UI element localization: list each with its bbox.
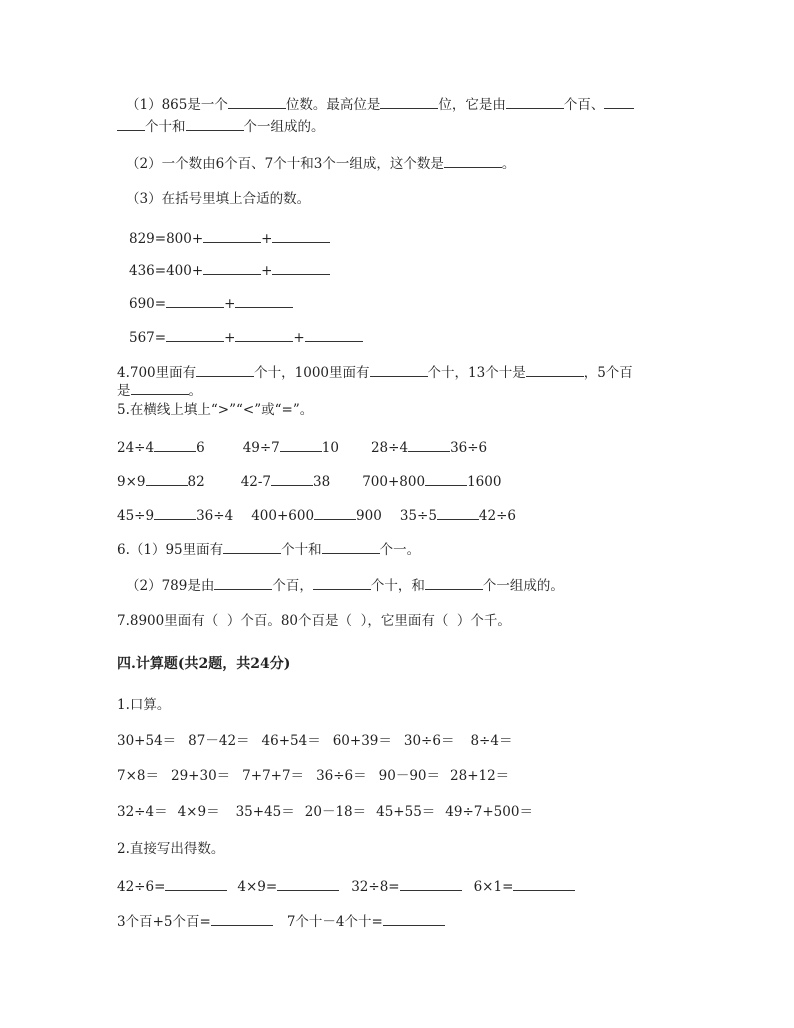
calc1-row2 [117, 767, 509, 785]
q6-text-d: （2）789是由 [126, 578, 215, 594]
q5-title: 5.在横线上填上“>”“<”或“=”。 [117, 402, 314, 418]
q2-line [126, 153, 515, 173]
calc-item: 46+54＝ [261, 733, 321, 749]
blank[interactable] [383, 911, 445, 926]
q3-expr: 690= [129, 296, 167, 312]
blank[interactable] [131, 380, 189, 395]
q4-text-f: 。 [188, 383, 202, 399]
q1-line2 [117, 116, 325, 136]
q6-text-c: 个一。 [379, 542, 421, 558]
calc-item: 4×9= [237, 879, 278, 895]
calc2-title: 2.直接写出得数。 [117, 841, 225, 857]
blank[interactable] [380, 94, 438, 109]
compare-right: 38 [313, 474, 331, 490]
blank[interactable] [506, 94, 564, 109]
compare-right: 1600 [467, 474, 502, 490]
q4-text-a: 4.700里面有 [117, 365, 197, 381]
blank[interactable] [526, 362, 584, 377]
calc-item: 20－18＝ [304, 804, 367, 820]
calc-item: 7×8＝ [117, 768, 159, 784]
q6-line1 [117, 539, 420, 559]
compare-right: 900 [356, 508, 382, 524]
blank[interactable] [271, 471, 313, 486]
blank[interactable] [313, 575, 371, 590]
q4-text-c: 个十，13个十是 [427, 365, 526, 381]
blank[interactable] [166, 327, 224, 342]
calc-item: 28+12＝ [450, 768, 510, 784]
compare-left: 49÷7 [242, 440, 280, 456]
calc2-row2 [117, 911, 445, 931]
compare-left: 42-7 [240, 474, 272, 490]
calc-item: 30+54＝ [117, 733, 177, 749]
calc-item: 32÷4＝ [117, 804, 168, 820]
q4-text-d: ，5个百 [583, 365, 633, 381]
calc-item: 36÷6＝ [316, 768, 367, 784]
plus: + [261, 263, 273, 279]
q4-line2 [117, 380, 202, 400]
calc-item: 32÷8= [351, 879, 400, 895]
blank[interactable] [117, 116, 145, 131]
q3-title: （3）在括号里填上合适的数。 [126, 191, 311, 207]
compare-left: 9×9 [117, 474, 146, 490]
q4-text-b: 个十，1000里面有 [254, 365, 370, 381]
q6-text-e: 个百， [272, 578, 313, 594]
blank[interactable] [425, 471, 467, 486]
plus: + [224, 296, 236, 312]
compare-right: 36÷6 [450, 440, 488, 456]
compare-left: 700+800 [362, 474, 426, 490]
blank[interactable] [203, 260, 261, 275]
blank[interactable] [228, 94, 286, 109]
q1-text-f: 个一组成的。 [243, 119, 325, 135]
blank[interactable] [408, 437, 450, 452]
calc-item: 7+7+7＝ [242, 768, 305, 784]
compare-right: 10 [321, 440, 339, 456]
blank[interactable] [277, 876, 339, 891]
q1-text-c: 位，它是由 [438, 97, 506, 113]
q1-text-d: 个百、 [563, 97, 605, 113]
q3-expr: 567= [129, 330, 167, 346]
q3-row1 [129, 228, 330, 248]
blank[interactable] [165, 876, 227, 891]
calc-item: 60+39＝ [332, 733, 392, 749]
blank[interactable] [214, 575, 272, 590]
q6-line2 [126, 575, 564, 595]
q6-text-g: 个一组成的。 [482, 578, 564, 594]
q5-row3 [117, 505, 516, 525]
q1-text-e: 个十和 [145, 119, 186, 135]
calc-item: 6×1= [473, 879, 514, 895]
calc1-row1 [117, 732, 512, 750]
blank[interactable] [272, 260, 330, 275]
blank[interactable] [203, 228, 261, 243]
blank[interactable] [235, 327, 293, 342]
compare-left: 45÷9 [117, 508, 155, 524]
blank[interactable] [425, 575, 483, 590]
q7-line: 7.8900里面有（ ）个百。80个百是（ ），它里面有（ ）个千。 [117, 613, 511, 629]
compare-left: 400+600 [251, 508, 315, 524]
compare-left: 35÷5 [399, 508, 437, 524]
q3-expr: 436=400+ [129, 263, 204, 279]
q3-row4 [129, 327, 363, 347]
plus: + [224, 330, 236, 346]
calc-item: 7个十－4个十= [286, 914, 383, 930]
blank[interactable] [314, 505, 356, 520]
blank[interactable] [154, 437, 196, 452]
q1-line1 [126, 94, 634, 114]
calc-item: 49÷7+500＝ [445, 804, 533, 820]
calc1-row3 [117, 803, 533, 821]
q6-text-b: 个十和 [281, 542, 322, 558]
q3-row2 [129, 260, 330, 280]
section-title: 四.计算题(共2题，共24分) [117, 656, 291, 672]
q2-text: （2）一个数由6个百、7个十和3个一组成，这个数是 [126, 156, 444, 172]
q4-text-e: 是 [117, 383, 131, 399]
q6-text-a: 6.（1）95里面有 [117, 542, 224, 558]
calc-item: 30÷6＝ [403, 733, 455, 749]
q1-text-a: （1）865是一个 [126, 97, 228, 113]
blank[interactable] [272, 228, 330, 243]
q3-expr: 829=800+ [129, 231, 204, 247]
blank[interactable] [280, 437, 322, 452]
blank[interactable] [305, 327, 363, 342]
compare-right: 36÷4 [196, 508, 234, 524]
q5-row2 [117, 471, 501, 491]
blank[interactable] [146, 471, 188, 486]
calc-item: 29+30＝ [171, 768, 231, 784]
calc-item: 3个百+5个百= [117, 914, 211, 930]
blank[interactable] [235, 293, 293, 308]
compare-right: 42÷6 [478, 508, 517, 524]
q1-text-b: 位数。最高位是 [285, 97, 381, 113]
q4-line1 [117, 362, 633, 382]
blank[interactable] [196, 362, 254, 377]
plus: + [293, 330, 305, 346]
blank[interactable] [604, 94, 634, 109]
calc1-title: 1.口算。 [117, 697, 171, 713]
plus: + [261, 231, 273, 247]
compare-left: 24÷4 [117, 440, 155, 456]
q6-text-f: 个十，和 [370, 578, 425, 594]
blank[interactable] [513, 876, 575, 891]
compare-right: 6 [196, 440, 205, 456]
calc-item: 90－90＝ [378, 768, 441, 784]
calc-item: 42÷6= [117, 879, 166, 895]
blank[interactable] [400, 876, 462, 891]
calc-item: 45+55＝ [376, 804, 436, 820]
calc-item: 35+45＝ [235, 804, 295, 820]
compare-left: 28÷4 [370, 440, 409, 456]
q2-end: 。 [501, 156, 516, 172]
q3-row3 [129, 293, 293, 313]
blank[interactable] [223, 539, 281, 554]
blank[interactable] [444, 153, 502, 168]
calc2-row1 [117, 876, 575, 896]
blank[interactable] [166, 293, 224, 308]
blank[interactable] [186, 116, 244, 131]
blank[interactable] [211, 911, 273, 926]
calc-item: 8÷4＝ [470, 733, 513, 749]
calc-item: 4×9＝ [177, 804, 220, 820]
blank[interactable] [437, 505, 479, 520]
blank[interactable] [370, 362, 428, 377]
blank[interactable] [322, 539, 380, 554]
blank[interactable] [154, 505, 196, 520]
calc-item: 87－42＝ [188, 733, 250, 749]
compare-right: 82 [187, 474, 205, 490]
q5-row1 [117, 437, 487, 457]
